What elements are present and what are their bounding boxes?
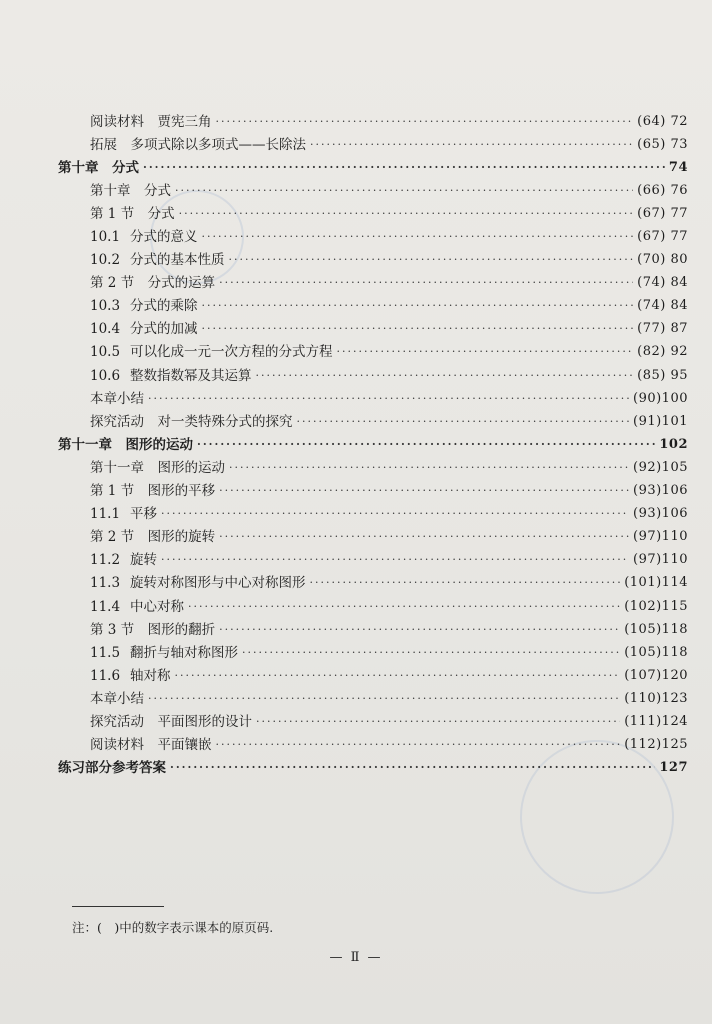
entry-title-text: 第 1 节 图形的平移 xyxy=(90,483,216,500)
toc-entry xyxy=(48,179,688,202)
entry-title-text: 中心对称 xyxy=(130,598,184,615)
toc-chapter-entry xyxy=(48,156,688,179)
toc-chapter-entry xyxy=(48,757,688,780)
leader-dots xyxy=(175,667,621,685)
leader-dots xyxy=(188,598,620,616)
toc-entry-title xyxy=(90,182,171,200)
page-reference: 127 xyxy=(659,760,688,776)
toc-entry-title xyxy=(90,690,144,708)
toc-entry-title xyxy=(58,159,139,177)
page-reference: (93)106 xyxy=(633,506,688,522)
toc-entry xyxy=(48,687,688,710)
entry-title-text: 翻折与轴对称图形 xyxy=(130,644,238,661)
entry-title-text: 第十章 分式 xyxy=(58,159,139,176)
section-number: 10.5 xyxy=(90,344,121,361)
page-reference: (105)118 xyxy=(624,621,688,637)
toc-entry xyxy=(48,664,688,687)
toc-entry xyxy=(48,225,688,248)
entry-title-text: 阅读材料 贾宪三角 xyxy=(90,113,212,130)
toc-entry-title xyxy=(90,644,238,662)
toc-entry-title xyxy=(90,482,215,500)
entry-title-text: 分式的基本性质 xyxy=(130,252,225,269)
entry-title-text: 平移 xyxy=(130,506,157,523)
entry-title-text: 探究活动 对一类特殊分式的探究 xyxy=(90,413,293,430)
leader-dots xyxy=(219,274,633,292)
toc-entry-title xyxy=(90,713,252,731)
toc-entry-title xyxy=(90,390,144,408)
page-reference: 102 xyxy=(659,436,688,452)
page-reference: (74) 84 xyxy=(637,275,688,291)
page-reference: (82) 92 xyxy=(637,344,688,360)
toc-entry-title xyxy=(90,505,157,523)
entry-title-text: 第 2 节 分式的运算 xyxy=(90,275,216,292)
section-number: 11.3 xyxy=(90,575,121,592)
leader-dots xyxy=(297,413,630,431)
section-number: 11.5 xyxy=(90,644,121,661)
toc-entry xyxy=(48,572,688,595)
toc-entry-title xyxy=(90,228,198,246)
entry-title-text: 第 3 节 图形的翻折 xyxy=(90,621,216,638)
leader-dots xyxy=(161,505,629,523)
entry-title-text: 练习部分参考答案 xyxy=(58,760,166,777)
toc-entry-title xyxy=(58,436,193,454)
page-reference: (111)124 xyxy=(624,713,688,729)
leader-dots xyxy=(170,759,655,777)
entry-title-text: 第十章 分式 xyxy=(90,182,171,199)
toc-entry xyxy=(48,503,688,526)
toc-entry xyxy=(48,341,688,364)
toc-entry-title xyxy=(90,297,198,315)
leader-dots xyxy=(256,367,634,385)
footnote: 注：( )中的数字表示课本的原页码. xyxy=(72,920,274,935)
leader-dots xyxy=(202,320,634,338)
leader-dots xyxy=(216,113,634,131)
section-number: 11.6 xyxy=(90,667,121,684)
toc-entry xyxy=(48,249,688,272)
leader-dots xyxy=(242,644,620,662)
leader-dots xyxy=(219,621,620,639)
toc-entry-title xyxy=(90,667,171,685)
toc-entry xyxy=(48,526,688,549)
page-reference: (101)114 xyxy=(624,575,688,591)
toc-entry-title xyxy=(90,251,225,269)
toc-entry xyxy=(48,295,688,318)
leader-dots xyxy=(310,574,621,592)
toc-entry-title xyxy=(90,413,293,431)
page-reference: (107)120 xyxy=(624,667,688,683)
entry-title-text: 拓展 多项式除以多项式——长除法 xyxy=(90,136,306,153)
toc-entry-title xyxy=(90,367,252,385)
entry-title-text: 分式的乘除 xyxy=(130,298,198,315)
page-reference: (105)118 xyxy=(624,644,688,660)
toc-entry xyxy=(48,133,688,156)
toc-entry-title xyxy=(90,136,306,154)
page-reference: (112)125 xyxy=(624,737,688,753)
entry-title-text: 分式的意义 xyxy=(130,229,198,246)
entry-title-text: 第 1 节 分式 xyxy=(90,205,175,222)
toc-entry xyxy=(48,456,688,479)
toc-entry xyxy=(48,480,688,503)
footnote-divider xyxy=(72,906,164,907)
toc-entry xyxy=(48,595,688,618)
leader-dots xyxy=(202,297,634,315)
toc-entry xyxy=(48,618,688,641)
entry-title-text: 可以化成一元一次方程的分式方程 xyxy=(130,344,333,361)
section-number: 10.6 xyxy=(90,367,121,384)
leader-dots xyxy=(219,482,629,500)
section-number: 11.1 xyxy=(90,506,121,523)
table-of-contents xyxy=(48,110,688,780)
toc-entry-title xyxy=(90,574,306,592)
leader-dots xyxy=(216,736,621,754)
leader-dots xyxy=(229,251,634,269)
entry-title-text: 第十一章 图形的运动 xyxy=(90,459,225,476)
entry-title-text: 旋转 xyxy=(130,552,157,569)
leader-dots xyxy=(229,459,629,477)
section-number: 10.3 xyxy=(90,298,121,315)
page-reference: (90)100 xyxy=(633,390,688,406)
page-reference: (70) 80 xyxy=(637,252,688,268)
toc-entry-title xyxy=(90,113,212,131)
page-reference: (77) 87 xyxy=(637,321,688,337)
leader-dots xyxy=(175,182,633,200)
leader-dots xyxy=(148,390,629,408)
toc-entry-title xyxy=(90,598,184,616)
toc-entry xyxy=(48,110,688,133)
leader-dots xyxy=(148,690,620,708)
section-number: 10.4 xyxy=(90,321,121,338)
toc-entry xyxy=(48,364,688,387)
leader-dots xyxy=(219,528,629,546)
page-reference: (97)110 xyxy=(633,552,688,568)
entry-title-text: 阅读材料 平面镶嵌 xyxy=(90,737,212,754)
section-number: 11.2 xyxy=(90,552,121,569)
entry-title-text: 第 2 节 图形的旋转 xyxy=(90,529,216,546)
leader-dots xyxy=(202,228,634,246)
leader-dots xyxy=(161,551,629,569)
page-reference: (110)123 xyxy=(624,690,688,706)
toc-entry xyxy=(48,710,688,733)
entry-title-text: 分式的加减 xyxy=(130,321,198,338)
toc-entry xyxy=(48,410,688,433)
leader-dots xyxy=(337,343,634,361)
entry-title-text: 第十一章 图形的运动 xyxy=(58,436,193,453)
leader-dots xyxy=(143,159,665,177)
page-reference: (64) 72 xyxy=(637,113,688,129)
entry-title-text: 探究活动 平面图形的设计 xyxy=(90,713,252,730)
toc-chapter-entry xyxy=(48,433,688,456)
page-number: — Ⅱ — xyxy=(329,950,383,965)
toc-entry-title xyxy=(90,459,225,477)
page-reference: (67) 77 xyxy=(637,229,688,245)
entry-title-text: 整数指数幂及其运算 xyxy=(130,367,252,384)
page-reference: (74) 84 xyxy=(637,298,688,314)
toc-entry-title xyxy=(58,759,166,777)
page-reference: (92)105 xyxy=(633,459,688,475)
toc-entry xyxy=(48,202,688,225)
toc-entry xyxy=(48,387,688,410)
toc-entry xyxy=(48,734,688,757)
page-reference: (97)110 xyxy=(633,529,688,545)
toc-entry-title xyxy=(90,205,175,223)
toc-entry-title xyxy=(90,736,212,754)
toc-entry-title xyxy=(90,528,215,546)
section-number: 11.4 xyxy=(90,598,121,615)
section-number: 10.1 xyxy=(90,229,121,246)
toc-entry-title xyxy=(90,320,198,338)
toc-entry-title xyxy=(90,274,215,292)
section-number: 10.2 xyxy=(90,252,121,269)
leader-dots xyxy=(310,136,633,154)
toc-entry-title xyxy=(90,621,215,639)
toc-entry xyxy=(48,318,688,341)
toc-entry xyxy=(48,641,688,664)
page-reference: (65) 73 xyxy=(637,136,688,152)
toc-entry xyxy=(48,549,688,572)
toc-entry-title xyxy=(90,343,333,361)
page-reference: (85) 95 xyxy=(637,367,688,383)
page-reference: (66) 76 xyxy=(637,182,688,198)
leader-dots xyxy=(179,205,633,223)
toc-entry-title xyxy=(90,551,157,569)
page-reference: (93)106 xyxy=(633,483,688,499)
page-reference: (102)115 xyxy=(624,598,688,614)
entry-title-text: 本章小结 xyxy=(90,690,144,707)
toc-entry xyxy=(48,272,688,295)
page-reference: 74 xyxy=(668,159,688,175)
leader-dots xyxy=(197,436,655,454)
entry-title-text: 旋转对称图形与中心对称图形 xyxy=(130,575,306,592)
leader-dots xyxy=(256,713,620,731)
page-reference: (91)101 xyxy=(633,413,688,429)
entry-title-text: 本章小结 xyxy=(90,390,144,407)
entry-title-text: 轴对称 xyxy=(130,667,171,684)
page-reference: (67) 77 xyxy=(637,205,688,221)
